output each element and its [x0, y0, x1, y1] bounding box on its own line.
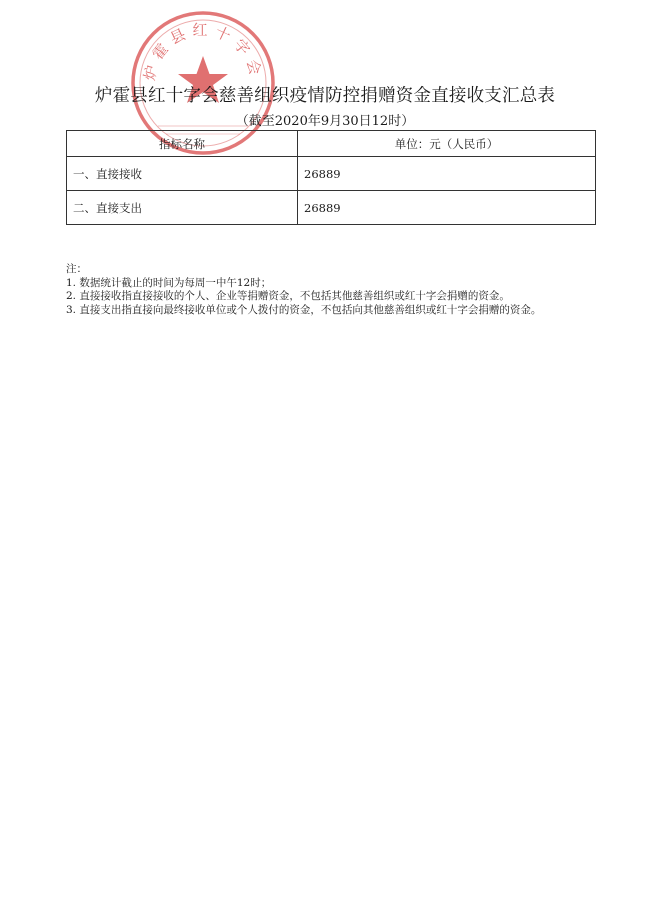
- notes-heading: 注：: [66, 263, 87, 275]
- row-value: 26889: [298, 157, 596, 191]
- note-item: 1. 数据统计截止的时间为每周一中午12时；: [66, 276, 272, 289]
- notes-section: [66, 263, 606, 317]
- document-title: 炉霍县红十字会慈善组织疫情防控捐赠资金直接收支汇总表: [94, 86, 556, 106]
- document-subtitle: （截至2020年9月30日12时）: [235, 114, 415, 129]
- header-indicator: 指标名称: [67, 131, 298, 157]
- row-value: 26889: [298, 191, 596, 225]
- table-row: [67, 191, 596, 225]
- table-row: [67, 157, 596, 191]
- summary-table: [66, 130, 596, 225]
- row-name: 一、直接接收: [67, 157, 298, 191]
- seal-org-text: 炉霍县红十字会: [140, 21, 266, 83]
- note-item: 3. 直接支出指直接向最终接收单位或个人拨付的资金，不包括向其他慈善组织或红十字会捐赠的资金。: [66, 303, 542, 316]
- row-name: 二、直接支出: [67, 191, 298, 225]
- table-header-row: [67, 131, 596, 157]
- header-unit: 单位：元（人民币）: [298, 131, 596, 157]
- note-item: 2. 直接接收指直接接收的个人、企业等捐赠资金，不包括其他慈善组织或红十字会捐赠的资金。: [66, 290, 510, 302]
